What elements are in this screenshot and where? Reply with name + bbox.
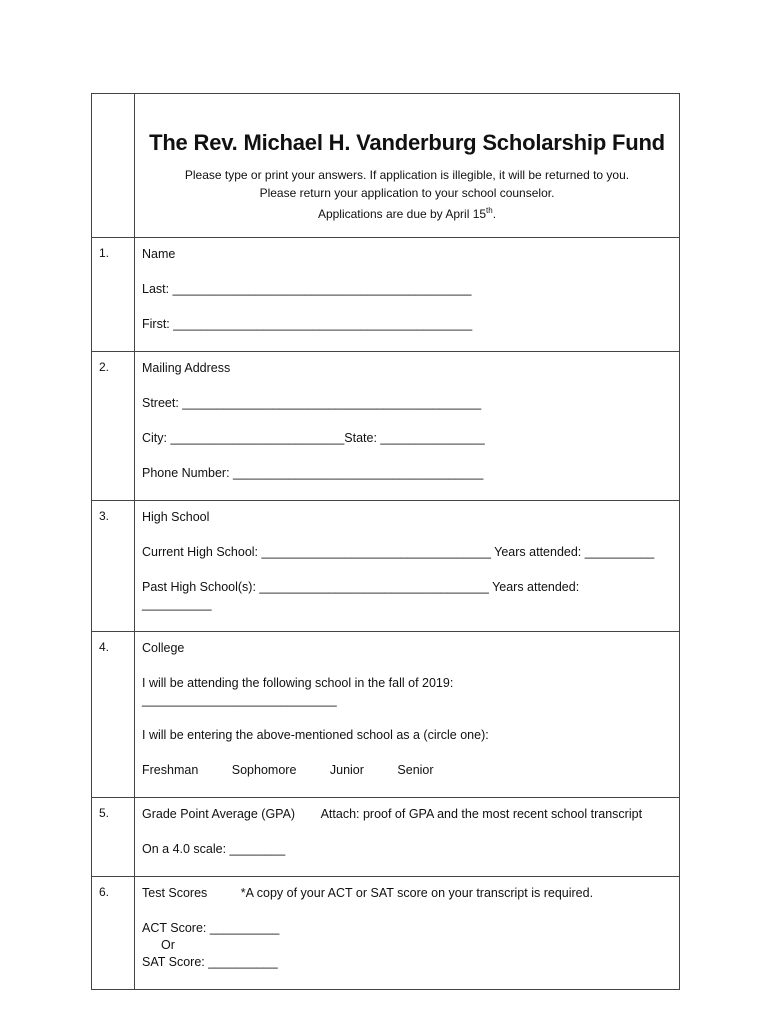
due-date-period: . [492,207,497,221]
past-high-school-field[interactable]: Past High School(s): _________________________________ Years attended: [142,580,580,594]
option-junior[interactable]: Junior [329,763,364,777]
option-sophomore[interactable]: Sophomore [231,763,297,777]
gpa-heading-line [142,806,679,823]
college-attend-label: I will be attending the following school in the fall of 2019: [142,676,454,690]
due-date-text: Applications are due by April 15 [317,207,487,221]
due-date-suffix: th [486,206,493,215]
section-number: 3. [98,509,109,523]
last-name-field[interactable]: Last: ___________________________________________ [142,282,472,296]
section-heading: Mailing Address [142,361,231,375]
section-heading: College [142,641,185,655]
or-label: Or [161,938,175,952]
class-standing-prompt: I will be entering the above-mentioned school as a (circle one): [142,728,489,742]
application-form-table [91,93,680,990]
section-heading: Name [142,247,176,261]
section-number: 4. [98,640,109,654]
section-name-row [92,238,680,352]
city-state-field[interactable]: City: _________________________State: _______________ [142,431,485,445]
test-scores-heading-line [142,885,679,902]
street-field[interactable]: Street: ___________________________________________ [142,396,482,410]
act-score-field[interactable]: ACT Score: __________ [142,921,280,935]
instruction-line-2: Please return your application to your school counselor. [259,186,555,200]
section-number: 5. [98,806,109,820]
form-title: The Rev. Michael H. Vanderburg Scholarship Fund [149,130,665,155]
phone-number-field[interactable]: Phone Number: ____________________________________ [142,466,484,480]
class-standing-options [142,762,679,779]
gpa-attach-note: Attach: proof of GPA and the most recent school transcript [320,807,643,821]
section-gpa-row [92,798,680,877]
form-header-row [92,94,680,238]
section-number: 6. [98,885,109,899]
section-test-scores-row [92,877,680,990]
first-name-field[interactable]: First: ___________________________________________ [142,317,473,331]
section-number: 2. [98,360,109,374]
form-header [135,94,680,238]
option-senior[interactable]: Senior [397,763,434,777]
instruction-line-1: Please type or print your answers. If application is illegible, it will be returned to you. [184,168,630,182]
test-scores-note: *A copy of your ACT or SAT score on your transcript is required. [240,886,594,900]
section-heading: High School [142,510,210,524]
section-heading: Test Scores [142,886,208,900]
instruction-line-3 [141,202,673,223]
sat-score-field[interactable]: SAT Score: __________ [142,955,278,969]
section-address-row [92,352,680,501]
section-college-row [92,632,680,798]
current-high-school-field[interactable]: Current High School: _________________________________ Years attended: __________ [142,545,655,559]
option-freshman[interactable]: Freshman [142,763,199,777]
gpa-scale-field[interactable]: On a 4.0 scale: ________ [142,842,286,856]
past-years-attended-field[interactable]: __________ [142,597,212,611]
section-high-school-row [92,501,680,632]
college-name-field[interactable]: ____________________________ [142,693,337,707]
section-heading: Grade Point Average (GPA) [142,807,296,821]
section-number: 1. [98,246,109,260]
